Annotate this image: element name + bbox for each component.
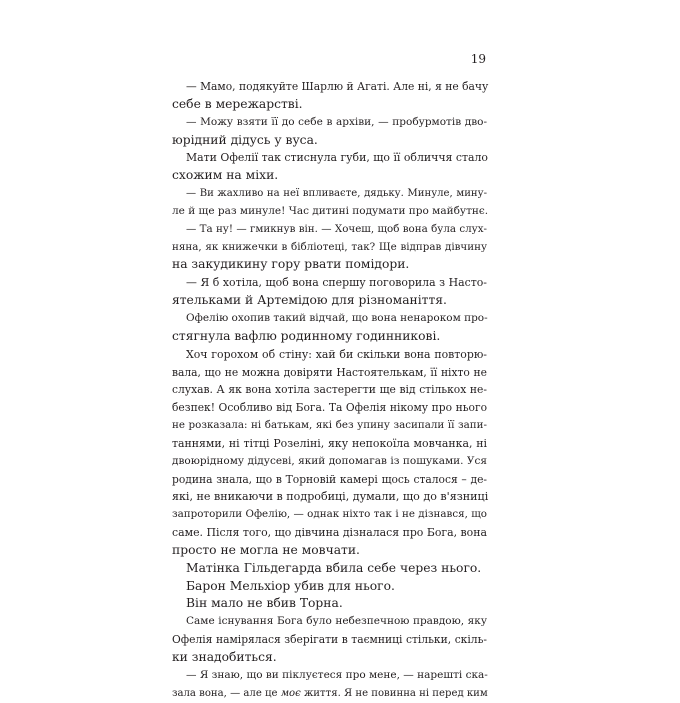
- text-line: — Я знаю, що ви піклуєтеся про мене, — нарешті ска-: [186, 668, 488, 681]
- text-segment: зала вона, — але це: [172, 687, 278, 699]
- text-line: стягнула вафлю родинному годинникові.: [172, 328, 441, 343]
- text-line: слухав. А як вона хотіла застерегти ще від стількох не-: [172, 383, 487, 397]
- text-line: Офелію охопив такий відчай, що вона ненароком про-: [186, 311, 488, 324]
- text-line: ки знадобиться.: [172, 650, 277, 664]
- text-line: родина знала, що в Торновій камері щось сталося – де-: [172, 472, 487, 486]
- text-line: — Я б хотіла, щоб вона спершу поговорила з Насто-: [186, 276, 487, 290]
- text-line: Матінка Гільдегарда вбила себе через нього.: [186, 560, 482, 575]
- text-line: просто не могла не мовчати.: [172, 542, 360, 557]
- page-number: 19: [470, 52, 486, 66]
- text-line: не розказала: ні батькам, які без упину засипали її запи-: [172, 419, 487, 432]
- text-line: себе в мережарстві.: [172, 96, 303, 111]
- text-line: — Мамо, подякуйте Шарлю й Агаті. Але ні, я не бачу: [186, 80, 489, 93]
- text-line: [172, 685, 487, 703]
- text-line: саме. Після того, що дівчина дізналася про Бога, вона: [172, 526, 487, 540]
- text-line: ле й ще раз минуле! Час дитині подумати про майбутнє.: [172, 204, 489, 217]
- text-line: Він мало не вбив Торна.: [186, 596, 343, 611]
- text-line: — Можу взяти її до себе в архіви, — пробурмотів дво-: [186, 115, 487, 128]
- emphasized-word: моє: [280, 687, 301, 699]
- text-line: двоюрідному дідусеві, який допомагав із пошуками. Уся: [172, 454, 487, 467]
- text-line: які, не вникаючи в подробиці, думали, що до в'язниці: [172, 490, 489, 504]
- body-text: [172, 78, 487, 703]
- text-line: ятельками й Артемідою для різноманіття.: [172, 293, 447, 308]
- text-line: — Та ну! — гмикнув він. — Хочеш, щоб вона була слух-: [186, 222, 487, 235]
- text-line: Офелія намірялася зберігати в таємниці стільки, скіль-: [172, 633, 487, 647]
- text-line: запроторили Офелію, — однак ніхто так і не дізнався, що: [172, 508, 487, 521]
- text-line: Барон Мельхіор убив для нього.: [186, 578, 395, 593]
- text-line: юрідний дідусь у вуса.: [172, 132, 318, 147]
- text-line: Хоч горохом об стіну: хай би скільки вона повторю-: [186, 347, 487, 361]
- text-line: безпек! Особливо від Бога. Та Офелія нікому про нього: [172, 401, 487, 415]
- text-line: няна, як книжечки в бібліотеці, так? Ще відправ дівчину: [172, 240, 487, 253]
- text-line: вала, що не можна довіряти Настоятелькам, її ніхто не: [172, 365, 487, 379]
- text-line: таннями, ні тітці Розеліні, яку непокоїла мовчанка, ні: [172, 436, 487, 450]
- text-line: схожим на міхи.: [172, 168, 279, 183]
- text-line: Мати Офелії так стиснула губи, що її обличчя стало: [186, 151, 488, 165]
- text-line: Саме існування Бога було небезпечною правдою, яку: [186, 615, 487, 628]
- text-segment: життя. Я не повинна ні перед ким: [304, 687, 488, 699]
- text-line: на закудикину гору рвати помідори.: [172, 257, 410, 272]
- text-line: — Ви жахливо на неї впливаєте, дядьку. Минуле, мину-: [186, 188, 487, 200]
